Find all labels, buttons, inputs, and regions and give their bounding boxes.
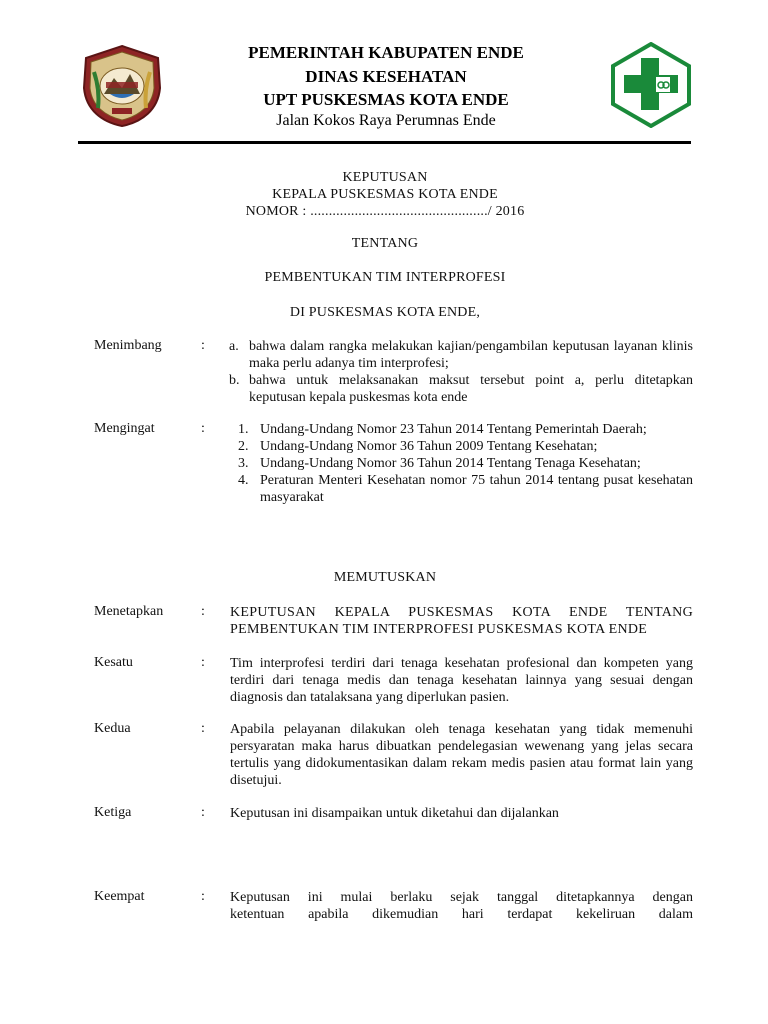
- mengingat-item-3: [238, 455, 693, 472]
- mengingat-label: Mengingat: [94, 421, 155, 436]
- menimbang-text: bahwa untuk melaksanakan maksut tersebut point a, perlu ditetapkan keputusan kepala puskesmas kota ende: [249, 373, 693, 405]
- mengingat-colon: :: [201, 421, 205, 436]
- menetapkan-line2: PEMBENTUKAN TIM INTERPROFESI PUSKESMAS KOTA ENDE: [230, 622, 648, 637]
- menimbang-text: bahwa dalam rangka melakukan kajian/pengambilan keputusan layanan klinis maka perlu adanya tim interprofesi;: [249, 339, 693, 371]
- header-unit: UPT PUSKESMAS KOTA ENDE: [263, 90, 509, 109]
- mengingat-item-1: [238, 421, 693, 438]
- mengingat-marker: 2.: [238, 439, 249, 454]
- ketiga-colon: :: [201, 805, 205, 820]
- ende-regency-crest-icon: [80, 44, 164, 128]
- mengingat-text: Undang-Undang Nomor 23 Tahun 2014 Tentang Pemerintah Daerah;: [260, 422, 647, 437]
- kesatu-colon: :: [201, 655, 205, 670]
- title-tentang: TENTANG: [351, 236, 419, 251]
- header-divider: [78, 141, 691, 144]
- mengingat-marker: 1.: [238, 422, 249, 437]
- menimbang-item-b: [229, 372, 693, 406]
- kedua-label: Kedua: [94, 721, 131, 736]
- title-nomor: NOMOR : ................................................/ 2016: [245, 204, 525, 219]
- menimbang-item-a: [229, 338, 693, 372]
- title-keputusan: KEPUTUSAN: [342, 170, 428, 185]
- title-location: DI PUSKESMAS KOTA ENDE,: [289, 305, 481, 320]
- mengingat-marker: 3.: [238, 456, 249, 471]
- ketiga-label: Ketiga: [94, 805, 132, 820]
- memutuskan-heading: MEMUTUSKAN: [333, 570, 437, 585]
- keempat-label: Keempat: [94, 889, 145, 904]
- mengingat-item-4: [238, 472, 693, 506]
- title-kepala: KEPALA PUSKESMAS KOTA ENDE: [272, 187, 498, 202]
- menimbang-colon: :: [201, 338, 205, 353]
- menimbang-marker: b.: [229, 373, 240, 388]
- keempat-line1: Keputusan ini mulai berlaku sejak tanggal ditetapkannya dengan: [230, 890, 693, 905]
- mengingat-marker: 4.: [238, 473, 249, 488]
- menetapkan-label: Menetapkan: [94, 604, 164, 619]
- mengingat-text: Peraturan Menteri Kesehatan nomor 75 tahun 2014 tentang pusat kesehatan masyarakat: [260, 473, 693, 505]
- keempat-line2: ketentuan apabila dikemudian hari terdapat kekeliruan dalam: [230, 907, 693, 922]
- keempat-colon: :: [201, 889, 205, 904]
- header-department: DINAS KESEHATAN: [305, 67, 467, 86]
- menetapkan-colon: :: [201, 604, 205, 619]
- kesatu-label: Kesatu: [94, 655, 133, 670]
- kesatu-text: Tim interprofesi terdiri dari tenaga kesehatan profesional dan kompeten yang terdiri dari tenaga medis dan tenaga kesehatan lainnya yang sesuai dengan diagnosis dan tatalaksana yang diperlukan pasien.: [230, 656, 693, 705]
- puskesmas-green-cross-icon: [610, 42, 692, 128]
- header-address: Jalan Kokos Raya Perumnas Ende: [276, 112, 496, 129]
- ketiga-text: Keputusan ini disampaikan untuk diketahui dan dijalankan: [230, 806, 559, 821]
- title-subject: PEMBENTUKAN TIM INTERPROFESI: [264, 270, 506, 285]
- kedua-text: Apabila pelayanan dilakukan oleh tenaga kesehatan yang tidak memenuhi persyaratan maka harus dibuatkan pendelegasian wewenang yang jelas secara tertulis yang didokumentasikan dalam rekam medis pasien atau format lain yang disetujui.: [230, 722, 693, 788]
- header-government: PEMERINTAH KABUPATEN ENDE: [248, 43, 524, 62]
- menimbang-label: Menimbang: [94, 338, 162, 353]
- mengingat-text: Undang-Undang Nomor 36 Tahun 2009 Tentang Kesehatan;: [260, 439, 598, 454]
- menetapkan-line1: KEPUTUSAN KEPALA PUSKESMAS KOTA ENDE TENTANG: [230, 605, 693, 620]
- kedua-colon: :: [201, 721, 205, 736]
- menimbang-marker: a.: [229, 339, 239, 354]
- mengingat-item-2: [238, 438, 693, 455]
- mengingat-text: Undang-Undang Nomor 36 Tahun 2014 Tentang Tenaga Kesehatan;: [260, 456, 641, 471]
